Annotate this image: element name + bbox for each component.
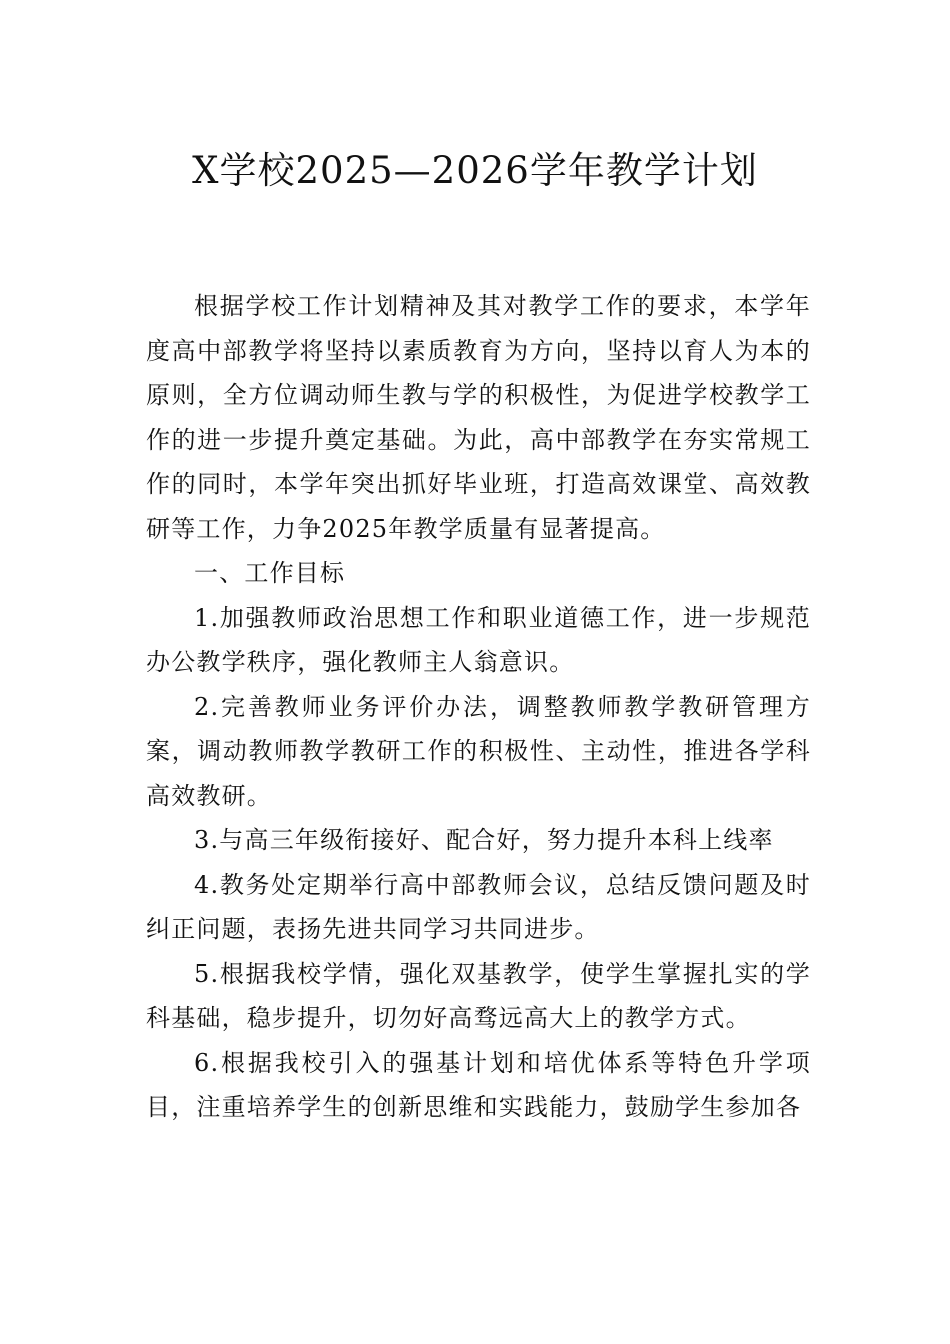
section-heading-goals: 一、工作目标	[194, 559, 346, 587]
goal-item-4: 4.教务处定期举行高中部教师会议，总结反馈问题及时纠正问题，表扬先进共同学习共同进步。	[146, 870, 811, 943]
goal-item-1: 1.加强教师政治思想工作和职业道德工作，进一步规范办公教学秩序，强化教师主人翁意识。	[146, 603, 811, 676]
goal-item-6: 6.根据我校引入的强基计划和培优体系等特色升学项目，注重培养学生的创新思维和实践能力，鼓励学生参加各	[146, 1048, 811, 1121]
document-body	[146, 284, 811, 1130]
goal-item-5: 5.根据我校学情，强化双基教学，使学生掌握扎实的学科基础，稳步提升，切勿好高骛远高大上的教学方式。	[146, 959, 811, 1032]
goal-item-2: 2.完善教师业务评价办法，调整教师教学教研管理方案，调动教师教学教研工作的积极性、主动性，推进各学科高效教研。	[146, 692, 811, 810]
paragraph-intro: 根据学校工作计划精神及其对教学工作的要求，本学年度高中部教学将坚持以素质教育为方向，坚持以育人为本的原则，全方位调动师生教与学的积极性，为促进学校教学工作的进一步提升奠定基础。为此，高中部教学在夯实常规工作的同时，本学年突出抓好毕业班，打造高效课堂、高效教研等工作，力争2025年教学质量有显著提高。	[146, 292, 811, 543]
goal-item-3: 3.与高三年级衔接好、配合好，努力提升本科上线率	[194, 826, 774, 854]
document-title: X学校2025—2026学年教学计划	[192, 149, 758, 192]
